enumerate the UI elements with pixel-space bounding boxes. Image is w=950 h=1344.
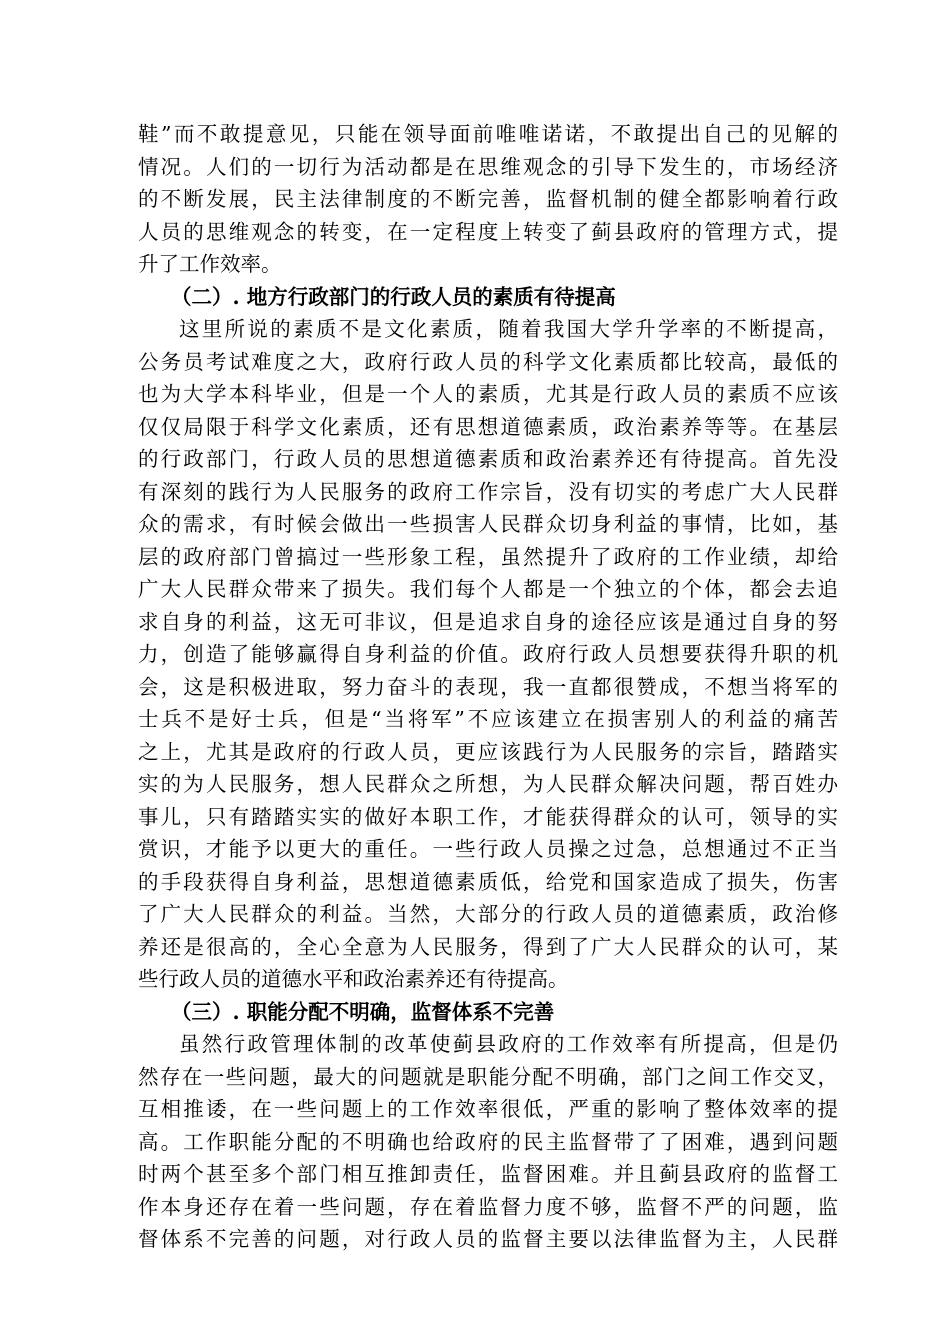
text-line: 的手段获得自身利益，思想道德素质低，给党和国家造成了损失，伤害: [138, 869, 838, 894]
text-line: 广大人民群众带来了损失。我们每个人都是一个独立的个体，都会去追: [138, 577, 838, 601]
text-line: 层的政府部门曾搞过一些形象工程，虽然提升了政府的工作业绩，却给: [138, 544, 838, 569]
text-line: 的不断发展，民主法律制度的不断完善，监督机制的健全都影响着行政: [138, 187, 838, 211]
text-line: 有深刻的践行为人民服务的政府工作宗旨，没有切实的考虑广大人民群: [138, 479, 838, 504]
text-line: 之上，尤其是政府的行政人员，更应该践行为人民服务的宗旨，踏踏实: [138, 739, 838, 764]
paragraph-quality: [138, 313, 838, 996]
text-line: 虽然行政管理体制的改革使蓟县政府的工作效率有所提高，但是仍: [179, 1032, 838, 1056]
text-line: 高。工作职能分配的不明确也给政府的民主监督带了了困难，遇到问题: [138, 1129, 838, 1154]
text-line: 作本身还存在着一些问题，存在着监督力度不够，监督不严的问题，监: [138, 1194, 838, 1219]
text-line: 些行政人员的道德水平和政治素养还有待提高。: [138, 967, 569, 991]
text-line: 也为大学本科毕业，但是一个人的素质，尤其是行政人员的素质不应该: [138, 382, 838, 406]
text-line: 会，这是积极进取，努力奋斗的表现，我一直都很赞成，不想当将军的: [138, 674, 838, 699]
text-line: 的行政部门，行政人员的思想道德素质和政治素养还有待提高。首先没: [138, 447, 838, 471]
text-line: 督体系不完善的问题，对行政人员的监督主要以法律监督为主，人民群: [138, 1227, 838, 1251]
document-page: [138, 118, 838, 1256]
text-line: 力，创造了能够赢得自身利益的价值。政府行政人员想要获得升职的机: [138, 642, 838, 666]
text-line: 时两个甚至多个部门相互推卸责任，监督困难。并且蓟县政府的监督工: [138, 1162, 838, 1186]
text-line: 鞋”而不敢提意见，只能在领导面前唯唯诺诺，不敢提出自己的见解的: [138, 122, 838, 146]
text-line: 人员的思维观念的转变，在一定程度上转变了蓟县政府的管理方式，提: [138, 219, 838, 244]
text-line: 升了工作效率。: [138, 252, 282, 276]
text-line: 这里所说的素质不是文化素质，随着我国大学升学率的不断提高，: [179, 317, 838, 341]
text-line: 事儿，只有踏踏实实的做好本职工作，才能获得群众的认可，领导的实: [138, 804, 838, 829]
text-line: 公务员考试难度之大，政府行政人员的科学文化素质都比较高，最低的: [138, 349, 838, 374]
text-line: 然存在一些问题，最大的问题就是职能分配不明确，部门之间工作交叉，: [138, 1064, 838, 1089]
text-line: 求自身的利益，这无可非议，但是追求自身的途径应该是通过自身的努: [138, 609, 838, 634]
paragraph-continuation: [138, 118, 838, 281]
text-line: 养还是很高的，全心全意为人民服务，得到了广大人民群众的认可，某: [138, 934, 838, 959]
text-line: 互相推诿，在一些问题上的工作效率很低，严重的影响了整体效率的提: [138, 1097, 838, 1121]
text-line: 仅仅局限于科学文化素质，还有思想道德素质，政治素养等等。在基层: [138, 414, 838, 439]
text-line: 情况。人们的一切行为活动都是在思维观念的引导下发生的，市场经济: [138, 154, 838, 179]
section-heading-3: （三）. 职能分配不明确，监督体系不完善: [171, 999, 555, 1024]
text-line: 众的需求，有时候会做出一些损害人民群众切身利益的事情，比如，基: [138, 512, 838, 536]
section-heading-2: （二）. 地方行政部门的行政人员的素质有待提高: [171, 284, 616, 309]
text-line: 士兵不是好士兵，但是“当将军”不应该建立在损害别人的利益的痛苦: [138, 707, 838, 731]
text-line: 实的为人民服务，想人民群众之所想，为人民群众解决问题，帮百姓办: [138, 772, 838, 796]
text-line: 赏识，才能予以更大的重任。一些行政人员操之过急，总想通过不正当: [138, 837, 838, 861]
paragraph-functions: [138, 1028, 838, 1256]
text-line: 了广大人民群众的利益。当然，大部分的行政人员的道德素质，政治修: [138, 902, 838, 926]
